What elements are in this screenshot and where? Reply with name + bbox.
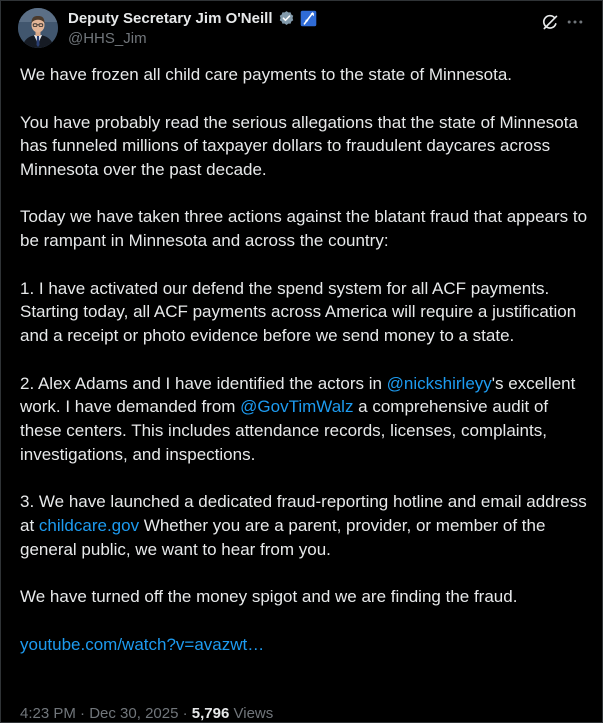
post-paragraph-4: 1. I have activated our defend the spend system for all ACF payments. Starting today, all ACF payments across America will require a justification and a receipt or photo evidence before we send money to a state. <box>20 278 577 346</box>
post-text-segment: a comprehensive audit of these centers. This includes attendance records, licenses, complaints, investigations, and inspections. <box>20 397 549 464</box>
government-affiliate-icon[interactable] <box>300 10 317 27</box>
post-paragraph-5 <box>20 372 590 467</box>
post-header <box>1 1 602 57</box>
link-childcare-gov[interactable]: childcare.gov <box>38 515 140 535</box>
post-paragraph-8 <box>20 633 590 657</box>
post-paragraph-2: You have probably read the serious allegations that the state of Minnesota has funneled millions of taxpayer dollars to fraudulent daycares across Minnesota over the past decade. <box>20 112 578 179</box>
post-text-segment: 3. We have launched a dedicated fraud-reporting hotline and email address at <box>20 492 587 535</box>
more-icon[interactable] <box>564 11 586 33</box>
post-text-segment: Whether you are a parent, provider, or member of the general public, we want to hear from you. <box>20 515 546 559</box>
post-text <box>20 63 590 680</box>
meta-separator: · <box>182 705 188 722</box>
post-text-segment: 's excellent work. I have demanded from <box>20 373 576 417</box>
meta-separator: · <box>80 705 86 722</box>
post-paragraph-6 <box>20 490 590 561</box>
link-youtube[interactable]: youtube.com/watch?v=avazwt… <box>20 634 265 654</box>
post-paragraph-7: We have turned off the money spigot and we are finding the fraud. <box>20 587 518 607</box>
post-text-segment: 2. Alex Adams and I have identified the actors in <box>20 373 387 393</box>
name-row <box>68 7 317 29</box>
verified-badge-icon[interactable] <box>278 10 295 27</box>
post-time[interactable]: 4:23 PM <box>20 705 76 722</box>
handle[interactable]: @HHS_Jim <box>68 30 147 47</box>
post-paragraph-1: We have frozen all child care payments to the state of Minnesota. <box>20 65 513 84</box>
display-name[interactable]: Deputy Secretary Jim O'Neill <box>68 9 273 27</box>
mention-govtimwalz[interactable]: @GovTimWalz <box>240 397 354 417</box>
post-paragraph-3: Today we have taken three actions against the blatant fraud that appears to be rampant in Minnesota and across the country: <box>20 207 588 251</box>
post-date[interactable]: Dec 30, 2025 <box>89 705 179 722</box>
views-label: Views <box>233 705 274 722</box>
mention-nickshirleyy[interactable]: @nickshirleyy <box>386 373 492 393</box>
post-meta <box>20 705 273 722</box>
avatar[interactable] <box>18 8 58 48</box>
views-count[interactable]: 5,796 <box>191 705 230 722</box>
grok-icon[interactable] <box>539 11 561 33</box>
avatar-portrait <box>18 8 58 48</box>
